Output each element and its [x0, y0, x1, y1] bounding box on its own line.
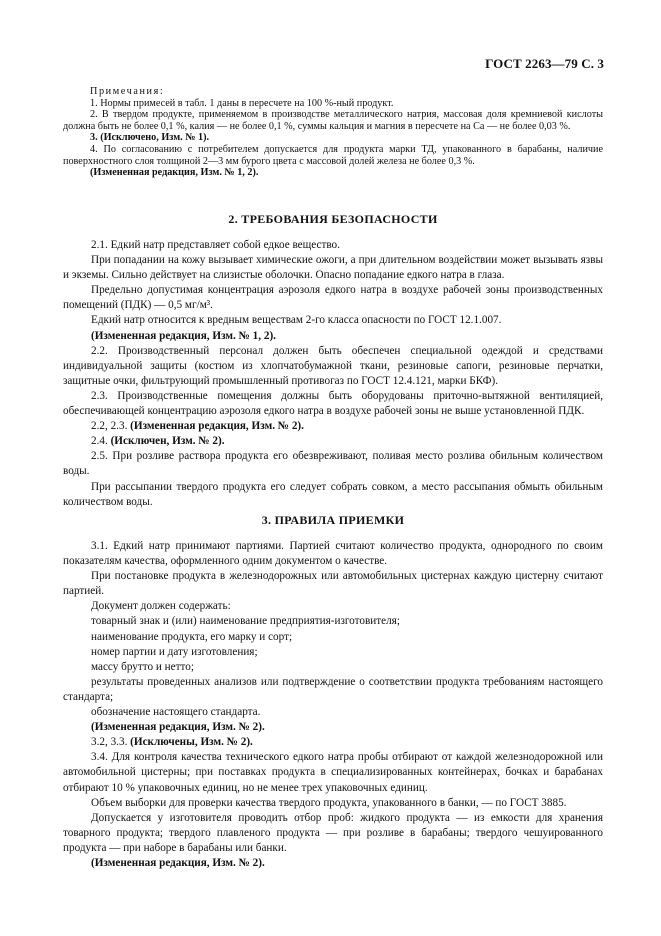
amendment-2-2-2-3: (Измененная редакция, Изм. № 2).	[130, 420, 304, 433]
notes-amendment: (Измененная редакция, Изм. № 1, 2).	[90, 167, 259, 179]
para-2-5-solid: При рассыпании твердого продукта его следует собрать совком, а место рассыпания обмыть обильным количеством воды.	[63, 480, 603, 508]
para-3-1-tanks: При постановке продукта в железнодорожных или автомобильных цистернах каждую цистерну считают партией.	[63, 570, 603, 598]
para-2-4	[63, 434, 603, 449]
doc-item-standard: обозначение настоящего стандарта.	[91, 706, 261, 719]
para-ref-2-4: 2.4.	[91, 435, 108, 448]
section-3-body	[63, 539, 603, 871]
para-2-1: 2.1. Едкий натр представляет собой едкое вещество.	[91, 239, 340, 251]
para-2-1-pdk: Предельно допустимая концентрация аэрозоля едкого натра в воздухе рабочей зоны производственных помещений (ПДК) — 0,5 мг/м³.	[63, 284, 603, 312]
doc-item-product: наименование продукта, его марку и сорт;	[91, 630, 293, 643]
para-3-4-sample: Объем выборки для проверки качества твердого продукта, упакованного в банки, — по ГОСТ 3885.	[91, 796, 567, 809]
note-3: 3. (Исключено, Изм. № 1).	[90, 132, 210, 144]
amendment-2-4: (Исключен, Изм. № 2).	[110, 435, 225, 448]
para-2-1-effects: При попадании на кожу вызывает химические ожоги, а при длительном воздействии может вызывать язвы и экземы. Сильно действует на слизистые оболочки. Опасно попадание едкого натра в глаза.	[63, 254, 603, 282]
section-2-body	[63, 238, 603, 510]
para-2-1-amendment: (Измененная редакция, Изм. № 1, 2).	[91, 329, 276, 342]
para-2-5: 2.5. При розливе раствора продукта его обезвреживают, поливая место розлива обильным количеством воды.	[63, 450, 603, 478]
para-3-1: 3.1. Едкий натр принимают партиями. Партией считают количество продукта, однородного по своим показателям качества, оформленного одним документом о качестве.	[63, 540, 603, 568]
para-3-2-3-3	[63, 735, 603, 750]
para-3-1-amendment: (Измененная редакция, Изм. № 2).	[91, 721, 265, 734]
doc-item-results: результаты проведенных анализов или подтверждение о соответствии продукта требованиям настоящего стандарта;	[63, 675, 603, 703]
notes-heading: Примечания:	[90, 86, 165, 97]
para-2-2: 2.2. Производственный персонал должен быть обеспечен специальной одеждой и средствами индивидуальной защиты (костюм из хлопчатобумажной ткани, резиновые сапоги, резиновые перчатки, защитные очки, фильтрующий промышленный противогаз по ГОСТ 12.4.121, марки БКФ).	[63, 344, 603, 387]
para-3-4: 3.4. Для контроля качества технического едкого натра пробы отбирают от каждой железнодорожной или автомобильной цистерны; при поставках продукта в специализированных контейнерах, бочках и барабанах отбирают 10 % упаковочных единиц, но не менее трех упаковочных единиц.	[63, 751, 603, 794]
section-3-title: 3. ПРАВИЛА ПРИЕМКИ	[261, 513, 405, 527]
para-3-4-sampling: Допускается у изготовителя проводить отбор проб: жидкого продукта — из емкости для хранения товарного продукта; твердого плавленого продукта — при розливе в барабаны; твердого чешуированного продукта — при наборе в барабаны или банки.	[63, 811, 603, 854]
para-2-2-2-3-amendment	[63, 419, 603, 434]
para-2-1-class: Едкий натр относится к вредным веществам 2-го класса опасности по ГОСТ 12.1.007.	[91, 314, 502, 327]
para-2-3: 2.3. Производственные помещения должны быть оборудованы приточно-вытяжной вентиляцией, обеспечивающей концентрацию аэрозоля едкого натра в воздухе рабочей зоны не выше установленной ПДК.	[63, 389, 603, 418]
doc-item-trademark: товарный знак и (или) наименование предприятия-изготовителя;	[91, 615, 400, 628]
para-3-4-amendment: (Измененная редакция, Изм. № 2).	[91, 856, 265, 869]
note-1: 1. Нормы примесей в табл. 1 даны в пересчете на 100 %-ный продукт.	[90, 97, 394, 109]
note-4: 4. По согласованию с потребителем допускается для продукта марки ТД, упакованного в барабаны, наличие поверхностного слоя толщиной 2—3 мм бурого цвета с массовой долей железа не более 0,3 %.	[63, 143, 603, 167]
table-notes	[63, 86, 603, 179]
amendment-3-2-3-3: (Исключены, Изм. № 2).	[130, 736, 253, 749]
page-header: ГОСТ 2263—79 С. 3	[485, 56, 604, 71]
doc-item-mass: массу брутто и нетто;	[91, 660, 194, 673]
note-2: 2. В твердом продукте, применяемом в производстве металлического натрия, массовая доля кремниевой кислоты должна быть не более 0,1 %, калия — не более 0,1 %, суммы кальция и магния в пересчете на Са — не более 0,03 %.	[63, 109, 603, 132]
para-3-1-doc: Документ должен содержать:	[91, 600, 231, 613]
para-ref-2-2-2-3: 2.2, 2.3.	[91, 420, 128, 433]
doc-item-batch: номер партии и дату изготовления;	[91, 645, 258, 658]
para-ref-3-2-3-3: 3.2, 3.3.	[91, 736, 128, 749]
section-2-title: 2. ТРЕБОВАНИЯ БЕЗОПАСНОСТИ	[228, 212, 438, 226]
